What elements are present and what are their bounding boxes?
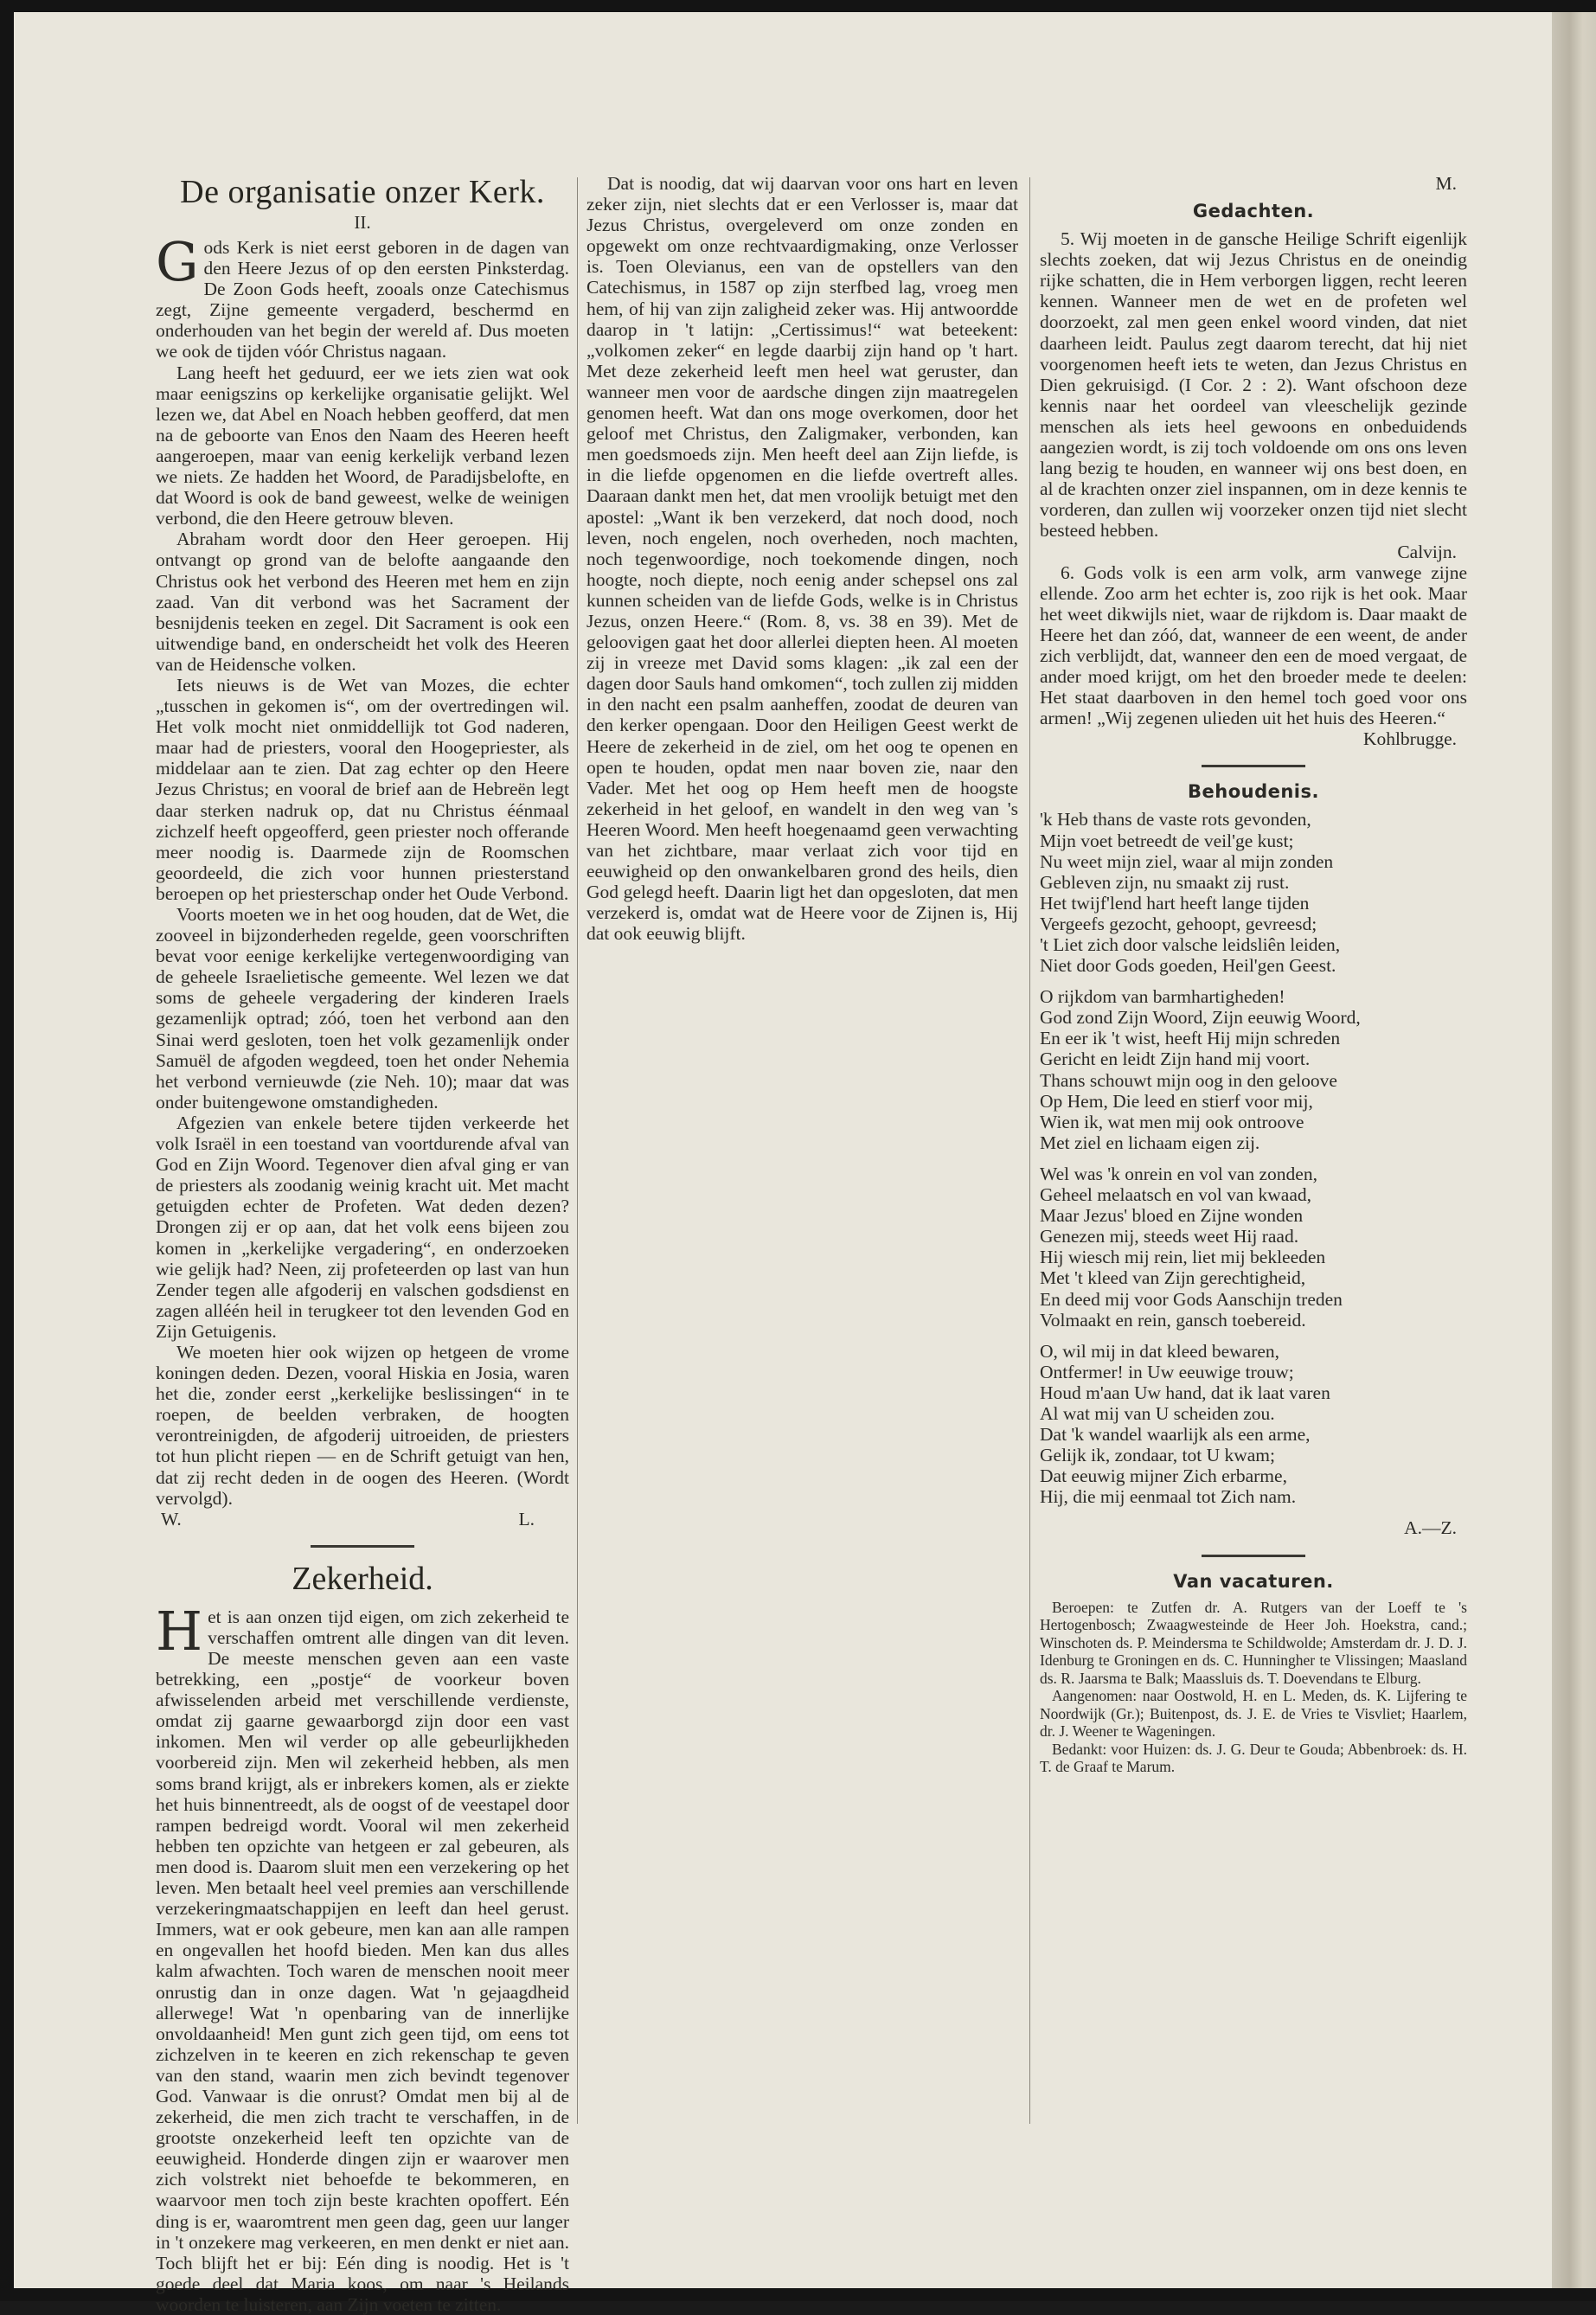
poem-line: Volmaakt en rein, gansch toebereid. (1040, 1309, 1306, 1331)
article-title: De organisatie onzer Kerk. (180, 174, 545, 210)
section-divider (311, 1545, 414, 1548)
poem-line: O, wil mij in dat kleed bewaren, (1040, 1340, 1280, 1362)
column-3 (1040, 173, 1467, 1776)
poem-line: Niet door Gods goeden, Heil'gen Geest. (1040, 955, 1336, 977)
section-heading: Behoudenis. (1188, 781, 1319, 803)
poem-line: Op Hem, Die leed en stierf voor mij, (1040, 1090, 1313, 1112)
drop-cap: G (156, 230, 199, 293)
article-paragraph: Abraham wordt door den Heer geroepen. Hij ontvangt op grond van de belofte aangaande den Christus ook het verbond des Heeren met hem en zijn zaad. Van dit verbond was het Sacrament der besnijdenis teeken en zegel. Dit Sacrament is ook een uitwendige band, en onderscheidt het volk des Heeren van de Heidensche volken. (156, 529, 569, 675)
vacancy-notices (1040, 1599, 1467, 1776)
article-paragraph: 5. Wij moeten in de gansche Heilige Schrift eigenlijk slechts zoeken, dat wij Jezus Christus en de oneindig rijke schatten, die in Hem verborgen liggen, recht leeren kennen. Wanneer men de wet en de profeten wel doorzoekt, zal men geen enkel woord vinden, dat niet daarheen leidt. Paulus zegt daarom terecht, dat hij niet voorgenomen heeft iets te weten, dan Jezus Christus en Dien gekruisigd. (I Cor. 2 : 2). Want ofschoon deze kennis naar het oordeel van vleeschelijk gezinde menschen als iets heel gewoons en onbeduidends aangezien wordt, is zij toch voldoende om ons ons leven lang bezig te houden, en wanneer wij ons best doen, en al de krachten onzer ziel inspannen, om in deze kennis te vorderen, dan zullen wij voorzeker onzen tijd niet slecht besteed hebben. (1040, 228, 1467, 542)
poem-line: Gelijk ik, zondaar, tot U kwam; (1040, 1445, 1276, 1466)
scan-border (0, 0, 14, 2301)
article-paragraph: We moeten hier ook wijzen op hetgeen de vrome koningen deden. Dezen, vooral Hiskia en Josia, waren het die, zonder eerst „kerkelijke beslissingen“ in te roepen, de beelden verbraken, de hoogten verontreinigden, de afgoderij uitroeiden, de priesters tot hun plicht riepen — en de Schrift getuigt van hen, dat zij recht deden in de oogen des Heeren. (Wordt vervolgd). (156, 1341, 569, 1509)
poem-line: Dat eeuwig mijner Zich erbarme, (1040, 1465, 1287, 1487)
signature-right: L. (518, 1508, 535, 1529)
poem-line: God zond Zijn Woord, Zijn eeuwig Woord, (1040, 1007, 1361, 1029)
scan-border (0, 0, 1596, 12)
poem-line: Gebleven zijn, nu smaakt zij rust. (1040, 871, 1290, 893)
page-spine (1552, 12, 1596, 2288)
quote-attribution: Kohlbrugge. (1362, 728, 1457, 750)
article-part-number: II. (354, 212, 371, 233)
poem-line: 'k Heb thans de vaste rots gevonden, (1040, 809, 1311, 830)
column-rule (577, 177, 578, 2124)
quote-attribution: Calvijn. (1397, 541, 1457, 562)
article-signature: M. (1435, 173, 1457, 194)
vacancy-paragraph: Aangenomen: naar Oostwold, H. en L. Meden, ds. K. Lijfering te Noordwijk (Gr.); Buitenpost, ds. J. E. de Vries te Visvliet; Haarlem, dr. J. Weener te Wageningen. (1040, 1687, 1467, 1741)
poem-line: Gericht en leidt Zijn hand mij voort. (1040, 1048, 1311, 1070)
section-divider (1202, 765, 1305, 767)
drop-cap: H (156, 1599, 203, 1663)
poem-line: Thans schouwt mijn oog in den geloove (1040, 1069, 1337, 1091)
column-2 (586, 173, 1018, 944)
poem-line: Dat 'k wandel waarlijk als een arme, (1040, 1424, 1311, 1446)
poem-line: 't Liet zich door valsche leidsliên leiden, (1040, 934, 1341, 955)
poem-line: Het twijf'lend hart heeft lange tijden (1040, 892, 1310, 914)
section-divider (1202, 1555, 1305, 1557)
vacancy-paragraph: Bedankt: voor Huizen: ds. J. G. Deur te Gouda; Abbenbroek: ds. H. T. de Graaf te Marum. (1040, 1740, 1467, 1776)
poem-line: Wel was 'k onrein en vol van zonden, (1040, 1163, 1317, 1184)
poem-line: En eer ik 't wist, heeft Hij mijn schreden (1040, 1028, 1341, 1049)
poem-signature: A.—Z. (1404, 1517, 1457, 1539)
poem-line: Vergeefs gezocht, gehoopt, gevreesd; (1040, 913, 1317, 934)
poem-stanza (1040, 986, 1467, 1153)
section-heading: Van vacaturen. (1173, 1570, 1334, 1592)
poem-line: En deed mij voor Gods Aanschijn treden (1040, 1288, 1343, 1310)
article-paragraph: Iets nieuws is de Wet van Mozes, die echter „tusschen in gekomen is“, om der overtredingen wil. Het volk mocht niet onmiddellijk tot God naderen, maar had de priesters, vooral den Hoogepriester, als middelaar aan te zien. Dat zag echter op den Heere Jezus Christus; en vooral de brief aan de Hebreën legt daar sterken nadruk op, dat nu Christus éénmaal zichzelf heeft opgeofferd, geen priester noch offerande meer noodig is. Daarmede zijn de Roomschen geoordeeld, die zich voor hunnen priesterstand beroepen op het priesterschap onder het Oude Verbond. (156, 674, 569, 904)
poem-line: Geheel melaatsch en vol van kwaad, (1040, 1184, 1312, 1206)
poem-stanza (1040, 809, 1467, 976)
section-heading: Gedachten. (1192, 201, 1315, 222)
poem-line: Met 't kleed van Zijn gerechtigheid, (1040, 1267, 1306, 1289)
poem-line: Genezen mij, steeds weet Hij raad. (1040, 1226, 1299, 1247)
poem-line: Met ziel en lichaam eigen zij. (1040, 1132, 1260, 1153)
poem-line: Hij wiesch mij rein, liet mij bekleeden (1040, 1247, 1326, 1268)
vacancy-paragraph: Beroepen: te Zutfen dr. A. Rutgers van der Loeff te 's Hertogenbosch; Zwaagwesteinde de Heer Joh. Hoekstra, cand.; Winschoten ds. P. Meindersma te Schildwolde; Amsterdam dr. J. D. J. Idenburg te Groningen en ds. C. Hunningher te Vlissingen; Maasland ds. R. Jaarsma te Balk; Maassluis ds. T. Doevendans te Elburg. (1040, 1598, 1467, 1687)
poem-line: Wien ik, wat men mij ook ontroove (1040, 1111, 1304, 1132)
poem-line: Al wat mij van U scheiden zou. (1040, 1402, 1275, 1424)
article-paragraph: 6. Gods volk is een arm volk, arm vanwege zijne ellende. Zoo arm het echter is, zoo rijk is het ook. Maar het weet dikwijls niet, waar de rijkdom is. Daar maakt de Heere het dan zóó, dat, wanneer de een weent, de ander zich verblijdt, dat, wanneer den een de moed vergaat, de ander moed krijgt, om het den broeder mede te deelen: Het staat daarboven in den hemel toch goed voor ons armen! „Wij zegenen ulieden uit het huis des Heeren.“ (1040, 561, 1467, 729)
poem-stanza (1040, 1341, 1467, 1508)
poem (1040, 809, 1467, 1538)
article-paragraph: Gods Kerk is niet eerst geboren in de dagen van den Heere Jezus of op den eersten Pinksterdag. De Zoon Gods heeft, zooals onze Catechismus zegt, Zijne gemeente vergaderd, beschermd en onderhouden van het begin der wereld af. Dus moeten we ook de tijden vóór Christus nagaan. (156, 230, 569, 362)
poem-line: O rijkdom van barmhartigheden! (1040, 986, 1285, 1008)
article-paragraph: Het is aan onzen tijd eigen, om zich zekerheid te verschaffen omtrent alle dingen van dit leven. De meeste menschen geven aan een vaste betrekking, een „postje“ de voorkeur boven afwisselenden arbeid met verschillende verdienste, omdat zij gaarne gewaarborgd zijn door een vast inkomen. Men wil verder op alle gebeurlijkheden voorbereid zijn. Men wil zekerheid hebben, als men soms brand krijgt, als er inbrekers komen, als er ziekte het huis binnentreedt, als de oogst of de veestapel door rampen bedreigd wordt. Vooral wil men zekerheid hebben ten opzichte van hetgeen er zal gebeuren, als men dood is. Daarom sluit men een verzekering op het leven. Men betaalt heel veel premies aan verschillende verzekeringmaatschappijen en leeft dan heel gerust. Immers, wat er ook gebeure, men kan aan alle rampen en ongevallen het hoofd bieden. Men kan dus alles kalm afwachten. Toch waren de menschen nooit meer onrustig dan in onze dagen. Wat 'n gejaagdheid allerwege! Wat 'n openbaring van de innerlijke onvoldaanheid! Men gunt zich geen tijd, om eens tot zichzelven in te keeren en zich rekenschap te geven van den stand, waarin men zich bevindt tegenover God. Vanwaar is die onrust? Omdat men bij al de zekerheid, die men zich tracht te verschaffen, in de grootste onzekerheid leeft ten opzichte van de eeuwigheid. Honderde dingen zijn er waarover men zich volstrekt niet behoefde te bekommeren, en waarvoor men toch zijn beste krachten opoffert. Eén ding is er, waaromtrent men geen dag, geen uur langer in 't onzekere mag verkeeren, en men denkt er niet aan. Toch blijft het er bij: Eén ding is noodig. Het is 't goede deel dat Maria koos, om naar 's Heilands woorden te luisteren, aan Zijn voeten te zitten. (156, 1599, 569, 2315)
article-title: Zekerheid. (292, 1560, 433, 1597)
poem-line: Mijn voet betreedt de veil'ge kust; (1040, 830, 1294, 851)
article-paragraph: Lang heeft het geduurd, eer we iets zien wat ook maar eenigszins op kerkelijke organisatie gelijkt. Wel lezen we, dat Abel en Noach hebben geofferd, dat men na de geboorte van Enos den Naam des Heeren heeft aangeroepen, maar van eenig kerkelijk verband lezen we niets. Ze hadden het Woord, de Paradijsbelofte, en dat Woord is ook de band geweest, welke de weinigen verbond, die den Heere getrouw bleven. (156, 362, 569, 529)
signature-left: W. (161, 1508, 182, 1529)
poem-line: Ontfermer! in Uw eeuwige trouw; (1040, 1361, 1294, 1382)
article-signature (156, 1509, 569, 1529)
poem-line: Nu weet mijn ziel, waar al mijn zonden (1040, 850, 1334, 872)
poem-line: Maar Jezus' bloed en Zijne wonden (1040, 1205, 1304, 1227)
poem-stanza (1040, 1164, 1467, 1331)
column-rule (1029, 177, 1030, 2124)
article-paragraph: Dat is noodig, dat wij daarvan voor ons hart en leven zeker zijn, niet slechts dat er een Verlosser is, maar dat Jezus Christus, overgeleverd om onze zonden en opgewekt om onze rechtvaardigmaking, onze Verlosser is. Toen Olevianus, een van de opstellers van den Catechismus, in 1587 op zijn sterfbed lag, vroeg men hem, of hij van zijn zaligheid zeker was. Hij antwoordde daarop in 't latijn: „Certissimus!“ wat beteekent: „volkomen zeker“ en legde daarbij zijn hand op 't hart. Met deze zekerheid leeft men heel wat geruster, dan wanneer men voor de aardsche dingen zijn maatregelen genomen heeft. Wat dan ons moge overkomen, door het geloof met Christus, den Zaligmaker, verbonden, kan men goedsmoeds zijn. Men heeft deel aan Zijn liefde, is in die liefde opgenomen en die liefde overtreft alles. Daaraan dankt men het, dat men vroolijk betuigt met den apostel: „Want ik ben verzekerd, dat noch dood, noch leven, noch engelen, noch overheden, noch machten, noch tegenwoordige, noch toekomende dingen, noch hoogte, noch diepte, noch eenig ander schepsel ons zal kunnen scheiden van de liefde Gods, welke is in Christus Jezus, onzen Heere.“ (Rom. 8, vs. 38 en 39). Met de geloovigen gaat het door allerlei diepten heen. Al moeten zij in vreeze met David soms klagen: „ik zal een der dagen door Sauls hand omkomen“, toch zullen zij midden in den nacht een psalm aanheffen, zoodat de deuren van den kerker opengaan. Door den Heiligen Geest werkt de Heere de zekerheid in de ziel, om het oog te openen en open te houden, opdat men naar boven zie, naar den Vader. Met het oog op Hem heeft men de hoogste zekerheid in het geloof, en wandelt in den weg van 's Heeren Woord. Men heeft hoegenaamd geen verwachting van het zichtbare, maar verlaat zich voor tijd en eeuwigheid op den onwankelbaren grond des heils, dien God gelegd heeft. Daarin ligt het dan opgesloten, dat men verzekerd is, omdat wat de Heere voor de Zijnen is, Hij dat ook eeuwig blijft. (586, 173, 1018, 945)
column-1 (156, 173, 569, 2315)
article-paragraph: Afgezien van enkele betere tijden verkeerde het volk Israël in een toestand van voortdurende afval van God en Zijn Woord. Tegenover dien afval ging er van de priesters als zoodanig weinig kracht uit. Met macht getuigden echter de Profeten. Wat deden dezen? Drongen zij er op aan, dat het volk eens bijeen zou komen in „kerkelijke vergadering“, en onderzoeken wie gelijk had? Neen, zij profeteerden op last van hun Zender tegen alle afgoderij en valschen godsdienst en zagen alléén heil in terugkeer tot den levenden God en Zijn Getuigenis. (156, 1112, 569, 1342)
poem-line: Hij, die mij eenmaal tot Zich nam. (1040, 1486, 1297, 1508)
article-paragraph: Voorts moeten we in het oog houden, dat de Wet, die zooveel in bijzonderheden regelde, geen voorschriften bevat voor eenige kerkelijke vertegenwoordiging van de geheele Israelietische gemeente. Wel lezen we dat soms de geheele vergadering der kinderen Iraels gezamenlijk optrad; zóó, toen het verbond aan den Sinai werd gesloten, toen het volk gezamenlijk onder Samuël de afgoden wegdeed, toen het onder Nehemia het verbond vernieuwde (zie Neh. 10); maar dat was onder buitengewone omstandigheden. (156, 904, 569, 1113)
poem-line: Houd m'aan Uw hand, dat ik laat varen (1040, 1382, 1330, 1403)
